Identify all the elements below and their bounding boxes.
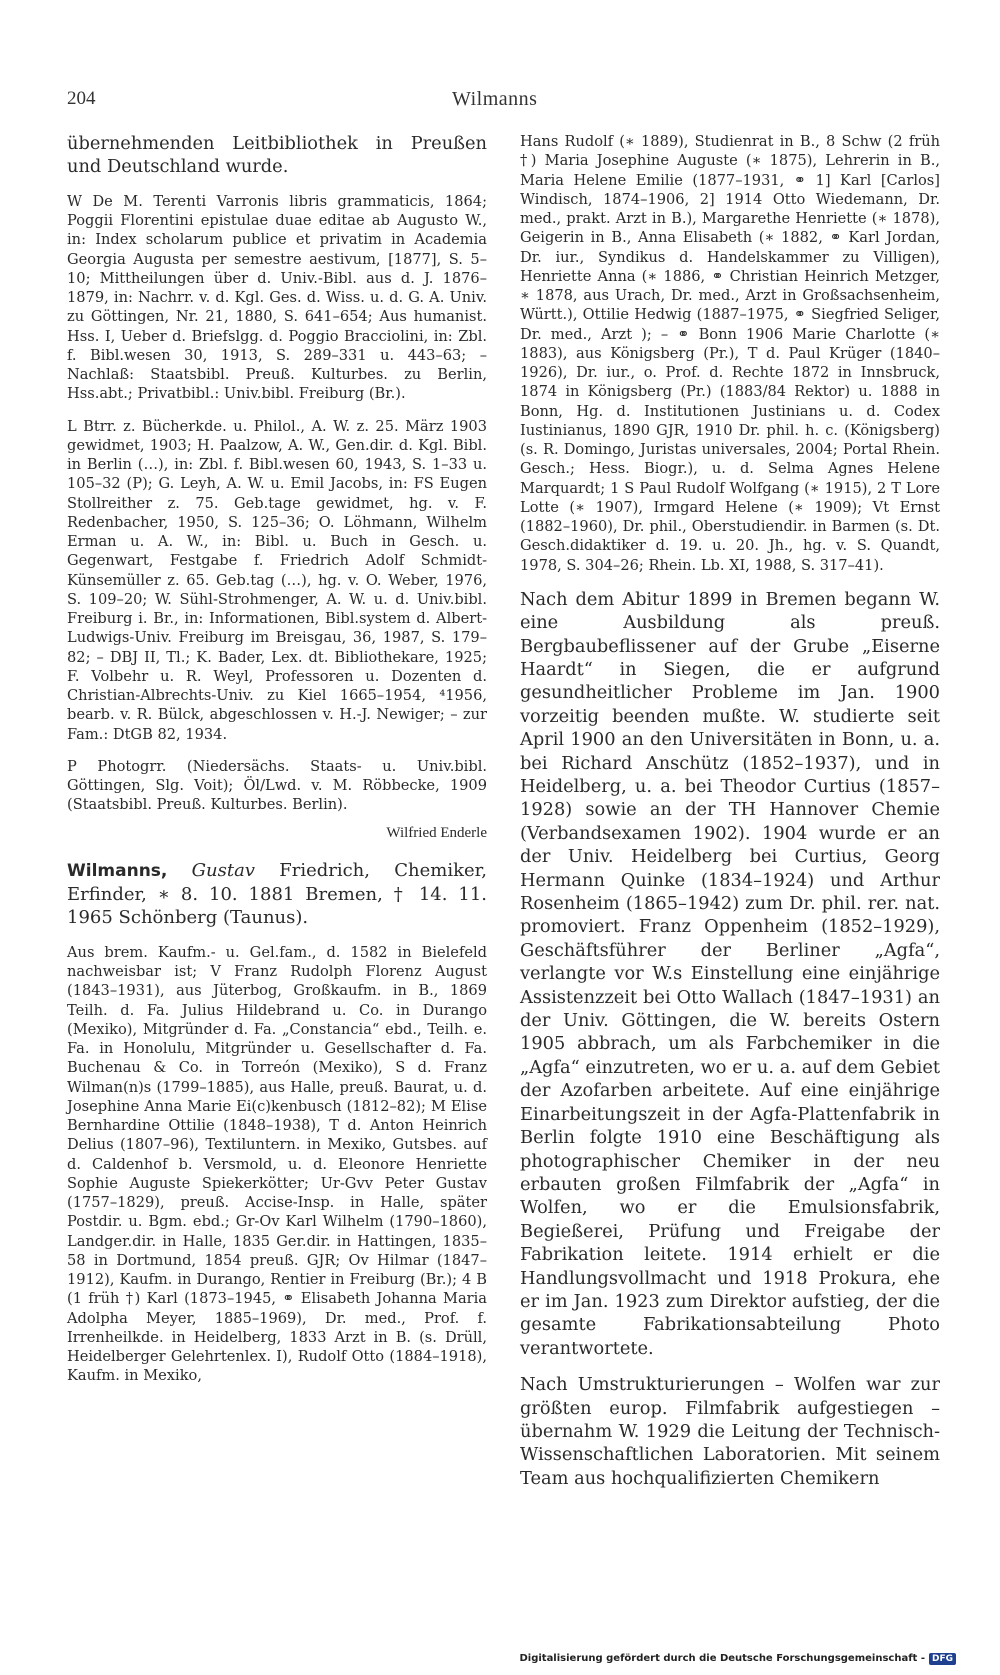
dfg-logo: DFG: [929, 1653, 956, 1665]
page-number: 204: [67, 88, 96, 109]
left-column: [67, 132, 487, 1386]
footer-credit: [519, 1653, 956, 1665]
footer-text: Digitalisierung gefördert durch die Deutsche Forschungsgemeinschaft -: [519, 1653, 925, 1664]
genealogy-paragraph: Aus brem. Kaufm.- u. Gel.fam., d. 1582 in Bielefeld nachweisbar ist; V Franz Rudolph Florenz August (1843–1931), aus Jüterbog, Großkaufm. in B., 1869 Teilh. d. Fa. Julius Hildebrand u. Co. in Durango (Mexiko), Mitgründer d. Fa. „Constancia“ ebd., Teilh. e. Fa. in Honolulu, Mitgründer u. Gesellschafter d. Fa. Buchenau & Co. in Torreón (Mexiko), S d. Franz Wilman(n)s (1799–1885), aus Halle, preuß. Baurat, u. d. Josephine Anna Marie Ei(c)kenbusch (1812–82); M Elise Bernhardine Ottilie (1848–1938), T d. Anton Heinrich Delius (1807–96), Textiluntern. in Mexiko, Gutsbes. auf d. Caldenhof b. Versmold, u. d. Eleonore Henriette Sophie Auguste Spiekerkötter; Ur-Gvv Peter Gustav (1757–1829), preuß. Accise-Insp. in Halle, später Postdir. u. Bgm. ebd.; Gr-Ov Karl Wilhelm (1790–1860), Landger.dir. in Halle, 1835 Ger.dir. in Hattingen, 1835–58 in Dortmund, 1854 preuß. GJR; Ov Hilmar (1847–1912), Kaufm. in Durango, Rentier in Freiburg (Br.); 4 B (1 früh †) Karl (1873–1945, ⚭ Elisabeth Johanna Maria Adolpha Meyer, 1885–1969), Dr. med., Prof. f. Irrenheilkde. in Heidelberg, 1833 Arzt in B. (s. Drüll, Heidelberger Gelehrtenlex. I), Rudolf Otto (1884–1918), Kaufm. in Mexiko,: [67, 943, 487, 1385]
portraits-paragraph: P Photogrr. (Niedersächs. Staats- u. Univ.bibl. Göttingen, Slg. Voit); Öl/Lwd. v. M. Röbbecke, 1909 (Staatsbibl. Preuß. Kulturbes. Berlin).: [67, 757, 487, 814]
entry-heading: [67, 859, 487, 930]
right-column: [520, 132, 940, 1490]
running-title: Wilmanns: [452, 88, 538, 110]
literature-paragraph: L Btrr. z. Bücherkde. u. Philol., A. W. z. 25. März 1903 gewidmet, 1903; H. Paalzow, A. W., Gen.dir. d. Kgl. Bibl. in Berlin (…), in: Zbl. f. Bibl.wesen 60, 1943, S. 1–33 u. 105–32 (P); G. Leyh, A. W. u. Emil Jacobs, in: FS Eugen Stollreither z. 75. Geb.tage gewidmet, hg. v. F. Redenbacher, 1950, S. 125–36; O. Löhmann, Wilhelm Erman u. A. W., in: Bibl. u. Buch in Gesch. u. Gegenwart, Festgabe f. Friedrich Adolf Schmidt-Künsemüller z. 65. Geb.tag (…), hg. v. O. Weber, 1976, S. 109–20; W. Sühl-Strohmenger, A. W. u. d. Univ.bibl. Freiburg i. Br., in: Informationen, Bibl.system d. Albert-Ludwigs-Univ. Freiburg im Breisgau, 36, 1987, S. 179–82; – DBJ II, Tl.; K. Bader, Lex. dt. Bibliothekare, 1925; F. Volbehr u. R. Weyl, Professoren u. Dozenten d. Christian-Albrechts-Univ. zu Kiel 1665–1954, ⁴1956, bearb. v. R. Bülck, abgeschlossen v. H.-J. Newiger; – zur Fam.: DtGB 82, 1934.: [67, 417, 487, 743]
biography-paragraph-2: Nach Umstrukturierungen – Wolfen war zur größten europ. Filmfabrik aufgestiegen – übernahm W. 1929 die Leitung der Technisch-Wissenschaftlichen Laboratorien. Mit seinem Team aus hochqualifizierten Chemikern: [520, 1374, 940, 1489]
author-signature: Wilfried Enderle: [386, 824, 487, 841]
paragraph-continuation: übernehmenden Leitbibliothek in Preußen und Deutschland wurde.: [67, 133, 487, 178]
biography-paragraph-1: Nach dem Abitur 1899 in Bremen begann W. eine Ausbildung als preuß. Bergbaubeflissener auf der Grube „Eiserne Haardt“ in Siegen, die er aufgrund gesundheitlicher Probleme im Jan. 1900 vorzeitig beenden mußte. W. studierte seit April 1900 an den Universitäten in Bonn, u. a. bei Richard Anschütz (1852–1937), und in Heidelberg, u. a. bei Theodor Curtius (1857–1928) sowie an der TH Hannover Chemie (Verbandsexamen 1902). 1904 wurde er an der Univ. Heidelberg bei Curtius, Georg Hermann Quinke (1834–1924) und Arthur Rosenheim (1865–1942) zum Dr. phil. rer. nat. promoviert. Franz Oppenheim (1852–1929), Geschäftsführer der Berliner „Agfa“, verlangte vor W.s Einstellung eine einjährige Assistenzzeit bei Otto Wallach (1847–1931) an der Univ. Göttingen, die W. bereits Ostern 1905 abbrach, um als Farbchemiker in die „Agfa“ einzutreten, wo er u. a. auf dem Gebiet der Azofarben arbeitete. Auf eine einjährige Einarbeitungszeit in der Agfa-Plattenfabrik in Berlin folgte 1910 eine Beschäftigung als photographischer Chemiker in der neu erbauten großen Filmfabrik der „Agfa“ in Wolfen, wo er die Emulsionsfabrik, Begießerei, Prüfung und Freigabe der Fabrikation leitete. 1914 erhielt er die Handlungsvollmacht und 1918 Prokura, ehe er im Jan. 1923 zum Direktor aufstieg, der die gesamte Fabrikationsabteilung Photo verantwortete.: [520, 588, 940, 1359]
genealogy-continuation: Hans Rudolf (∗ 1889), Studienrat in B., 8 Schw (2 früh †) Maria Josephine Auguste (∗ 1875), Lehrerin in B., Maria Helene Emilie (1877–1931, ⚭ 1] Karl [Carlos] Windisch, 1874–1906, 2] 1914 Otto Wiedemann, Dr. med., prakt. Arzt in B.), Margarethe Henriette (∗ 1878), Geigerin in B., Anna Elisabeth (∗ 1882, ⚭ Karl Jordan, Dr. iur., Syndikus d. Handelskammer zu Villigen), Henriette Anna (∗ 1886, ⚭ Christian Heinrich Metzger, ∗ 1878, aus Urach, Dr. med., Arzt in Großsachsenheim, Württ.), Ottilie Hedwig (1887–1975, ⚭ Siegfried Seliger, Dr. med., Arzt ); – ⚭ Bonn 1906 Marie Charlotte (∗ 1883), aus Königsberg (Pr.), T d. Paul Krüger (1840–1926), Dr. iur., o. Prof. d. Rechte 1872 in Innsbruck, 1874 in Königsberg (Pr.) (1883/84 Rektor) u. 1888 in Bonn, Hg. d. Institutionen Justinians u. d. Codex Iustinianus, 1890 GJR, 1910 Dr. phil. h. c. (Königsberg) (s. R. Domingo, Juristas universales, 2004; Portal Rhein. Gesch.; Hess. Biogr.), u. d. Selma Agnes Helene Marquardt; 1 S Paul Rudolf Wolfgang (∗ 1915), 2 T Lore Lotte (∗ 1907), Irmgard Helene (∗ 1909); Vt Ernst (1882–1960), Dr. phil., Oberstudiendir. in Barmen (s. Dt. Gesch.didaktiker d. 19. u. 20. Jh., hg. v. S. Quandt, 1978, S. 304–26; Rhein. Lb. XI, 1988, S. 317–41).: [520, 133, 940, 574]
entry-given-name: Gustav: [191, 859, 255, 881]
works-paragraph: W De M. Terenti Varronis libris grammaticis, 1864; Poggii Florentini epistulae duae editae ab Augusto W., in: Index scholarum publice et privatim in Academia Georgia Augusta per semestre aestivum, [1877], S. 5–10; Mittheilungen über d. Univ.-Bibl. aus d. J. 1876–1879, in: Nachrr. v. d. Kgl. Ges. d. Wiss. u. d. G. A. Univ. zu Göttingen, Nr. 21, 1880, S. 641–654; Aus humanist. Hss. I, Ueber d. Briefslgg. d. Poggio Bracciolini, in: Zbl. f. Bibl.wesen 30, 1913, S. 289–331 u. 443–63; – Nachlaß: Staatsbibl. Preuß. Kulturbes. zu Berlin, Hss.abt.; Privatbibl.: Univ.bibl. Freiburg (Br.).: [67, 192, 487, 403]
entry-surname: Wilmanns,: [67, 860, 168, 881]
entry-details: Friedrich, Chemiker, Erfinder, ∗ 8. 10. 1881 Bremen, † 14. 11. 1965 Schönberg (Taunus).: [67, 859, 487, 929]
